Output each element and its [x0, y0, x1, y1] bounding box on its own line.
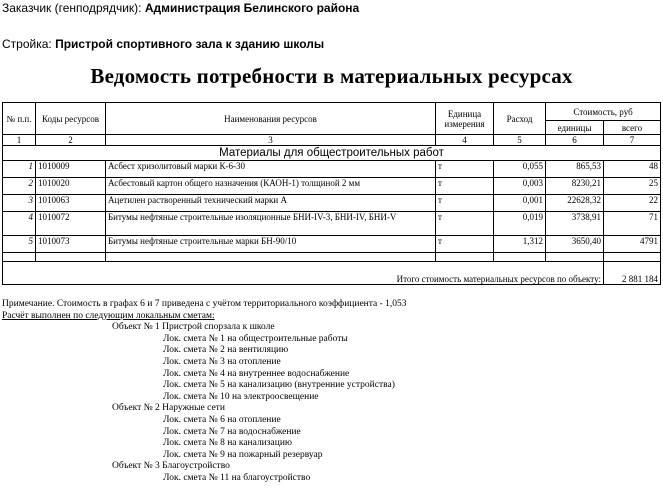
section-title: Материалы для общестроительных работ: [3, 146, 661, 161]
estimate-item: Лок. смета № 6 на отопление: [163, 414, 281, 425]
row-price: 22628,32: [546, 195, 604, 212]
row-num: 5: [3, 236, 36, 253]
row-name: Битумы нефтяные строительные марки БН-90/10: [106, 236, 436, 253]
table-gap-row: [3, 253, 661, 262]
row-num: 2: [3, 178, 36, 195]
object-label: Объект № 3 Благоустройство: [112, 461, 230, 472]
total-label: Итого стоимость материальных ресурсов по объекту:: [3, 262, 604, 285]
estimate-item: Лок. смета № 2 на вентиляцию: [163, 345, 289, 356]
document-title: Ведомость потребности в материальных ресурсах: [90, 64, 573, 88]
row-name: Асбестовый картон общего назначения (КАОН-1) толщиной 2 мм: [106, 178, 436, 195]
row-unit: т: [436, 236, 494, 253]
header-qty: Расход: [494, 103, 546, 135]
row-unit: т: [436, 161, 494, 178]
estimate-item: Лок. смета № 9 на пожарный резервуар: [163, 449, 323, 460]
estimate-item: Лок. смета № 10 на электроосвещение: [163, 391, 319, 402]
col-number: 3: [106, 135, 436, 146]
table-row: [3, 178, 661, 195]
col-number: 7: [604, 135, 661, 146]
row-price: 865,53: [546, 161, 604, 178]
row-num: 4: [3, 212, 36, 236]
total-row: [3, 262, 661, 285]
estimate-item: Лок. смета № 11 на благоустройство: [163, 472, 311, 483]
row-qty: 0,019: [494, 212, 546, 236]
resources-table: [2, 102, 661, 285]
customer-value: Администрация Белинского района: [144, 1, 360, 15]
estimate-item: Лок. смета № 4 на внутреннее водоснабжение: [163, 368, 350, 379]
row-total: 25: [604, 178, 661, 195]
estimate-item: Лок. смета № 1 на общестроительные работы: [163, 333, 348, 344]
table-row: [3, 212, 661, 236]
estimate-item: Лок. смета № 8 на канализацию: [163, 438, 292, 449]
object-label: Объект № 1 Пристрой спорзала к школе: [112, 322, 275, 333]
calc-text: Расчёт выполнен по следующим локальным сметам:: [2, 310, 215, 321]
customer-line: [2, 1, 359, 15]
col-number: 2: [36, 135, 106, 146]
row-qty: 0,055: [494, 161, 546, 178]
row-total: 48: [604, 161, 661, 178]
col-number: 4: [436, 135, 494, 146]
header-name: Наименования ресурсов: [106, 103, 436, 135]
table-row: [3, 161, 661, 178]
project-value: Пристрой спортивного зала к зданию школы: [55, 37, 325, 51]
row-qty: 0,001: [494, 195, 546, 212]
row-price: 8230,21: [546, 178, 604, 195]
estimate-item: Лок. смета № 7 на водоснабжение: [163, 426, 301, 437]
row-code: 1010072: [36, 212, 106, 236]
total-value: 2 881 184: [604, 262, 661, 285]
row-total: 71: [604, 212, 661, 236]
row-unit: т: [436, 212, 494, 236]
row-unit: т: [436, 195, 494, 212]
table-row: [3, 195, 661, 212]
row-name: Битумы нефтяные строительные изоляционные БНИ-IV-3, БНИ-IV, БНИ-V: [106, 212, 436, 236]
row-price: 3650,40: [546, 236, 604, 253]
object-label: Объект № 2 Наружные сети: [112, 403, 225, 414]
table-row: [3, 236, 661, 253]
section-row: [3, 146, 661, 161]
row-name: Ацетилен растворенный технический марки А: [106, 195, 436, 212]
header-cost-total: всего: [604, 121, 661, 135]
row-code: 1010073: [36, 236, 106, 253]
table-header-row: [3, 103, 661, 121]
header-unit: Единица измерения: [436, 103, 494, 135]
row-total: 22: [604, 195, 661, 212]
row-num: 3: [3, 195, 36, 212]
project-label: Стройка:: [2, 37, 52, 51]
note-text: Примечание. Стоимость в графах 6 и 7 приведена с учётом территориального коэффициента - 1,053: [2, 299, 407, 309]
column-number-row: [3, 135, 661, 146]
header-num: № п.п.: [3, 103, 36, 135]
project-line: [2, 37, 324, 51]
header-cost-unit: единицы: [546, 121, 604, 135]
row-total: 4791: [604, 236, 661, 253]
row-price: 3738,91: [546, 212, 604, 236]
row-code: 1010009: [36, 161, 106, 178]
row-unit: т: [436, 178, 494, 195]
col-number: 1: [3, 135, 36, 146]
row-code: 1010020: [36, 178, 106, 195]
notes-block: [2, 299, 660, 485]
estimate-item: Лок. смета № 3 на отопление: [163, 356, 281, 367]
col-number: 5: [494, 135, 546, 146]
estimate-item: Лок. смета № 5 на канализацию (внутренние устройства): [163, 380, 395, 391]
row-num: 1: [3, 161, 36, 178]
header-cost: Стоимость, руб: [546, 103, 661, 121]
col-number: 6: [546, 135, 604, 146]
row-qty: 0,003: [494, 178, 546, 195]
customer-label: Заказчик (генподрядчик):: [2, 1, 142, 15]
header-codes: Коды ресурсов: [36, 103, 106, 135]
row-name: Асбест хризолитовый марки К-6-30: [106, 161, 436, 178]
row-qty: 1,312: [494, 236, 546, 253]
row-code: 1010063: [36, 195, 106, 212]
